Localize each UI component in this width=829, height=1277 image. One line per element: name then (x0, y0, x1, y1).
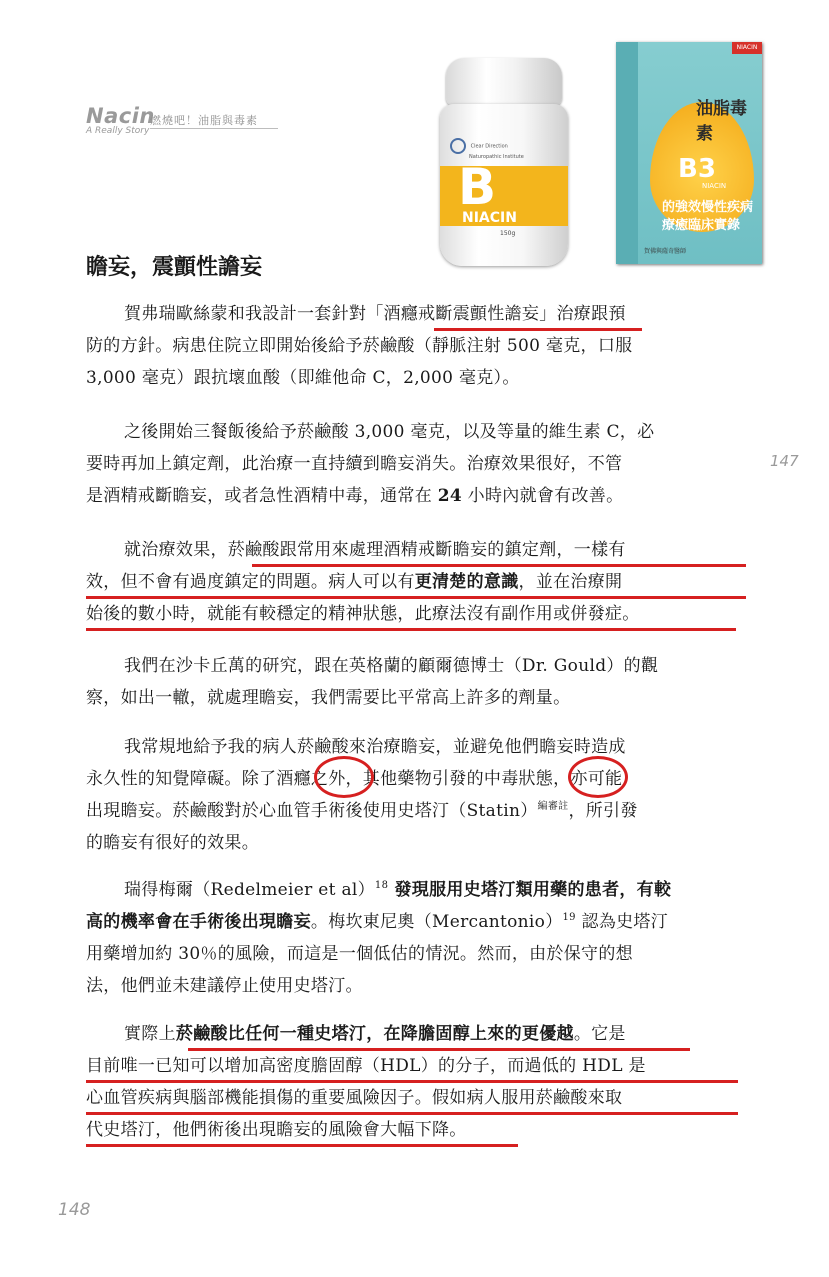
p3-line3: 始後的數小時，就能有較穩定的精神狀態，此療法沒有副作用或併發症。 (86, 604, 640, 624)
book-subtitle-line1: 的強效慢性疾病 (662, 200, 754, 215)
niacin-jar-image (440, 58, 568, 266)
facing-page-number: 147 (770, 452, 799, 470)
p5-line1: 我常規地給予我的病人菸鹼酸來治療瞻妄，並避免他們瞻妄時造成 (124, 737, 626, 757)
red-underline (188, 1048, 690, 1051)
red-underline (86, 1144, 518, 1147)
p3-line2: 效，但不會有過度鎮定的問題。病人可以有更清楚的意識，並在治療開 (86, 572, 623, 592)
editor-note-marker: 編審註 (537, 801, 569, 812)
book-title: 油脂毒素 (696, 99, 747, 144)
jar-label (450, 138, 558, 160)
page-number: 148 (58, 1200, 91, 1220)
jar-b-letter: B (458, 158, 497, 216)
p7-line1: 實際上菸鹼酸比任何一種史塔汀，在降膽固醇上來的更優越。它是 (124, 1024, 626, 1044)
brand-title: Nacin (86, 104, 155, 128)
jar-weight: 150g (500, 230, 516, 237)
red-underline (434, 328, 642, 331)
book-corner-tag: NIACIN (732, 42, 762, 54)
book-spine (616, 42, 638, 264)
p6-line2: 高的機率會在手術後出現瞻妄。梅坎東尼奧（Mercantonio）$^{19}$ 認為史塔汀 (86, 912, 669, 932)
book-cover-image (616, 42, 762, 264)
p5-line4: 的瞻妄有很好的效果。 (86, 833, 259, 853)
p2-line3: 是酒精戒斷瞻妄，或者急性酒精中毒，通常在 24 小時內就會有改善。 (86, 486, 624, 506)
p3-line1: 就治療效果，菸鹼酸跟常用來處理酒精戒斷瞻妄的鎮定劑，一樣有 (124, 540, 626, 560)
p1-line2: 防的方針。病患住院立即開始後給予菸鹼酸（靜脈注射 500 毫克，口服 (86, 336, 633, 356)
running-header (86, 104, 155, 136)
paragraph-1 (86, 298, 746, 394)
p1-underlined-term: 酒癮戒斷震顫性譫妄 (383, 304, 540, 324)
p1-line3: 3,000 毫克）跟抗壞血酸（即維他命 C，2,000 毫克）。 (86, 368, 520, 388)
p6-line3: 用藥增加約 30％的風險，而這是一個低估的情況。然而，由於保守的想 (86, 944, 633, 964)
series-title: 燃燒吧！油脂與毒素 (150, 114, 258, 127)
p7-line2: 目前唯一已知可以增加高密度膽固醇（HDL）的分子，而過低的 HDL 是 (86, 1056, 646, 1076)
jar-product-name: NIACIN (462, 210, 517, 226)
paragraph-2 (86, 416, 746, 512)
red-underline (252, 564, 746, 567)
brand-subtitle: A Really Story (86, 126, 150, 136)
section-title: 瞻妄，震顫性譫妄 (86, 254, 263, 280)
paragraph-5 (86, 731, 746, 859)
jar-label-line2: Naturopathic Institute (469, 154, 524, 160)
paragraph-3 (86, 534, 746, 630)
red-circle-annotation (314, 756, 374, 798)
p1-line1: 賀弗瑞歐絲蒙和我設計一套針對「酒癮戒斷震顫性譫妄」治療跟預 (124, 304, 626, 324)
paragraph-4 (86, 650, 746, 714)
p4-line2: 察，如出一轍，就處理瞻妄，我們需要比平常高上許多的劑量。 (86, 688, 571, 708)
p7-line3: 心血管疾病與腦部機能損傷的重要風險因子。假如病人服用菸鹼酸來取 (86, 1088, 623, 1108)
p6-line4: 法，他們並未建議停止使用史塔汀。 (86, 976, 363, 996)
header-divider (150, 128, 278, 129)
jar-lid (446, 58, 562, 106)
p5-line3: 出現瞻妄。菸鹼酸對於心血管手術後使用史塔汀（Statin）$^{編審註}$，所引發 (86, 801, 638, 821)
red-underline (86, 628, 736, 631)
p2-line2: 要時再加上鎮定劑，此治療一直持續到瞻妄消失。治療效果很好，不管 (86, 454, 623, 474)
book-publisher: 賀佛與薩奇醫師 (644, 248, 687, 255)
p7-line4: 代史塔汀，他們術後出現瞻妄的風險會大幅下降。 (86, 1120, 467, 1140)
book-subtitle-line2: 療癒臨床實錄 (662, 218, 741, 233)
red-underline (86, 1080, 738, 1083)
book-niacin: NIACIN (702, 182, 727, 190)
p2-line1: 之後開始三餐飯後給予菸鹼酸 3,000 毫克，以及等量的維生素 C，必 (124, 422, 655, 442)
p6-line1: 瑞得梅爾（Redelmeier et al）$^{18}$ 發現服用史塔汀類用藥的患者，有較 (124, 880, 672, 900)
book-b3: B3 (678, 154, 716, 184)
jar-logo-icon (450, 138, 466, 154)
red-underline (86, 596, 746, 599)
p5-line2: 永久性的知覺障礙。除了酒癮之外，其他藥物引發的中毒狀態，亦可能 (86, 769, 623, 789)
jar-label-line1: Clear Direction (470, 143, 508, 150)
red-underline (86, 1112, 738, 1115)
red-circle-annotation (568, 756, 628, 798)
paragraph-6 (86, 874, 746, 1002)
p4-line1: 我們在沙卡丘萬的研究，跟在英格蘭的顧爾德博士（Dr. Gould）的觀 (124, 656, 659, 676)
